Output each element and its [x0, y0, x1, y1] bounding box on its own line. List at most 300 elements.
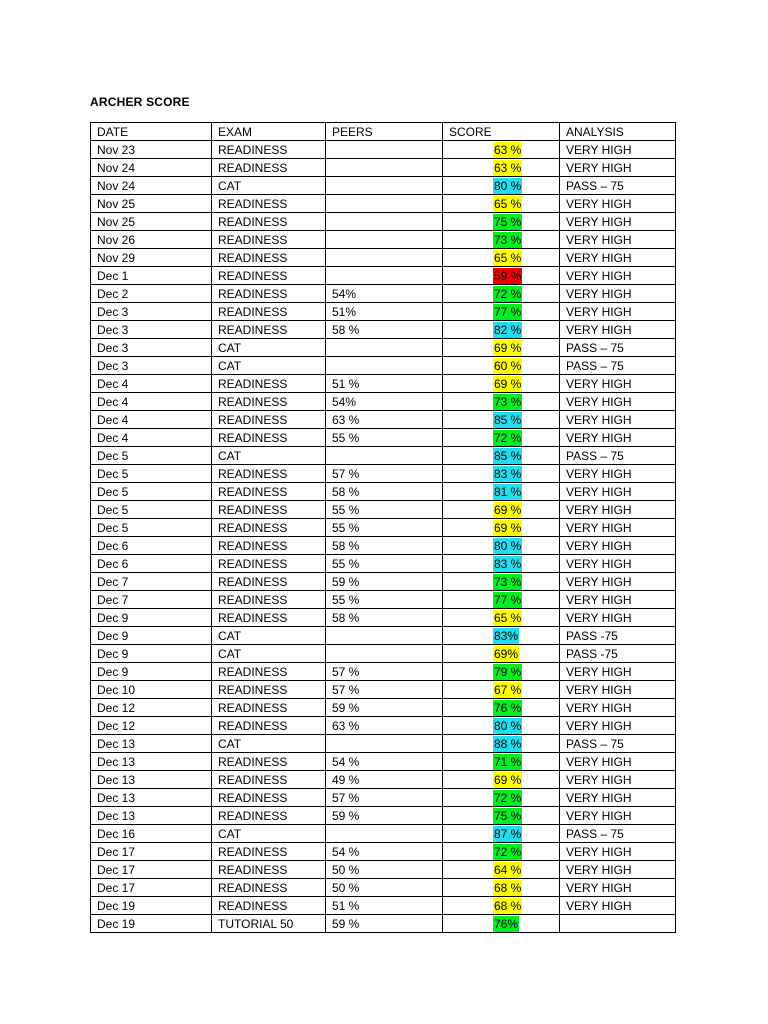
- exam-cell: READINESS: [212, 483, 326, 501]
- score-highlight: 73 %: [494, 394, 522, 409]
- peers-cell: 57 %: [326, 681, 443, 699]
- page-title: ARCHER SCORE: [90, 95, 190, 109]
- exam-cell: READINESS: [212, 843, 326, 861]
- table-row: [91, 861, 676, 879]
- score-cell: [443, 231, 560, 249]
- table-row: [91, 429, 676, 447]
- exam-cell: CAT: [212, 735, 326, 753]
- score-highlight: 82 %: [494, 322, 522, 337]
- peers-cell: 50 %: [326, 861, 443, 879]
- score-highlight: 60 %: [494, 358, 522, 373]
- header-row: [91, 123, 676, 141]
- peers-cell: 58 %: [326, 537, 443, 555]
- table-row: [91, 519, 676, 537]
- score-cell: [443, 771, 560, 789]
- date-cell: Dec 17: [91, 843, 212, 861]
- table-row: [91, 735, 676, 753]
- exam-cell: READINESS: [212, 699, 326, 717]
- peers-cell: 51%: [326, 303, 443, 321]
- peers-cell: [326, 195, 443, 213]
- score-highlight: 68 %: [494, 898, 522, 913]
- score-cell: [443, 177, 560, 195]
- exam-cell: READINESS: [212, 555, 326, 573]
- score-cell: [443, 717, 560, 735]
- exam-cell: READINESS: [212, 303, 326, 321]
- analysis-cell: VERY HIGH: [560, 267, 676, 285]
- date-cell: Nov 25: [91, 213, 212, 231]
- header-analysis: ANALYSIS: [560, 123, 676, 141]
- analysis-cell: VERY HIGH: [560, 375, 676, 393]
- exam-cell: CAT: [212, 357, 326, 375]
- score-cell: [443, 753, 560, 771]
- score-cell: [443, 321, 560, 339]
- peers-cell: 58 %: [326, 609, 443, 627]
- date-cell: Nov 24: [91, 159, 212, 177]
- table-row: [91, 339, 676, 357]
- header-date: DATE: [91, 123, 212, 141]
- analysis-cell: VERY HIGH: [560, 897, 676, 915]
- score-highlight: 73 %: [494, 574, 522, 589]
- exam-cell: CAT: [212, 825, 326, 843]
- exam-cell: READINESS: [212, 771, 326, 789]
- analysis-cell: VERY HIGH: [560, 573, 676, 591]
- table-row: [91, 663, 676, 681]
- score-highlight: 75 %: [494, 214, 522, 229]
- peers-cell: 54 %: [326, 843, 443, 861]
- date-cell: Dec 16: [91, 825, 212, 843]
- exam-cell: READINESS: [212, 573, 326, 591]
- analysis-cell: VERY HIGH: [560, 609, 676, 627]
- table-row: [91, 267, 676, 285]
- table-row: [91, 411, 676, 429]
- exam-cell: CAT: [212, 645, 326, 663]
- score-highlight: 85 %: [494, 448, 522, 463]
- table-row: [91, 195, 676, 213]
- exam-cell: READINESS: [212, 897, 326, 915]
- exam-cell: READINESS: [212, 789, 326, 807]
- date-cell: Dec 13: [91, 771, 212, 789]
- score-cell: [443, 411, 560, 429]
- peers-cell: 59 %: [326, 807, 443, 825]
- exam-cell: READINESS: [212, 753, 326, 771]
- analysis-cell: VERY HIGH: [560, 537, 676, 555]
- score-highlight: 81 %: [494, 484, 522, 499]
- date-cell: Dec 13: [91, 789, 212, 807]
- score-cell: [443, 519, 560, 537]
- table-row: [91, 681, 676, 699]
- analysis-cell: VERY HIGH: [560, 483, 676, 501]
- date-cell: Dec 17: [91, 879, 212, 897]
- score-highlight: 69 %: [494, 376, 522, 391]
- analysis-cell: VERY HIGH: [560, 663, 676, 681]
- analysis-cell: VERY HIGH: [560, 285, 676, 303]
- exam-cell: READINESS: [212, 321, 326, 339]
- score-highlight: 63 %: [494, 142, 522, 157]
- analysis-cell: VERY HIGH: [560, 411, 676, 429]
- score-highlight: 79 %: [494, 664, 522, 679]
- analysis-cell: VERY HIGH: [560, 807, 676, 825]
- peers-cell: [326, 447, 443, 465]
- table-row: [91, 465, 676, 483]
- exam-cell: READINESS: [212, 393, 326, 411]
- table-row: [91, 573, 676, 591]
- table-row: [91, 753, 676, 771]
- table-row: [91, 627, 676, 645]
- score-cell: [443, 465, 560, 483]
- date-cell: Dec 9: [91, 645, 212, 663]
- peers-cell: 59 %: [326, 915, 443, 933]
- score-cell: [443, 897, 560, 915]
- exam-cell: READINESS: [212, 519, 326, 537]
- table-row: [91, 501, 676, 519]
- header-peers: PEERS: [326, 123, 443, 141]
- table-row: [91, 141, 676, 159]
- score-cell: [443, 537, 560, 555]
- exam-cell: CAT: [212, 177, 326, 195]
- analysis-cell: PASS – 75: [560, 177, 676, 195]
- analysis-cell: VERY HIGH: [560, 753, 676, 771]
- peers-cell: [326, 177, 443, 195]
- score-highlight: 65 %: [494, 196, 522, 211]
- score-highlight: 76 %: [494, 700, 522, 715]
- score-cell: [443, 573, 560, 591]
- analysis-cell: VERY HIGH: [560, 843, 676, 861]
- peers-cell: 57 %: [326, 789, 443, 807]
- score-highlight: 73 %: [494, 232, 522, 247]
- exam-cell: READINESS: [212, 591, 326, 609]
- score-highlight: 80 %: [494, 178, 522, 193]
- table-row: [91, 717, 676, 735]
- score-highlight: 80 %: [494, 718, 522, 733]
- analysis-cell: PASS – 75: [560, 735, 676, 753]
- analysis-cell: VERY HIGH: [560, 861, 676, 879]
- peers-cell: 55 %: [326, 519, 443, 537]
- analysis-cell: VERY HIGH: [560, 879, 676, 897]
- score-cell: [443, 861, 560, 879]
- exam-cell: READINESS: [212, 213, 326, 231]
- score-cell: [443, 267, 560, 285]
- score-cell: [443, 213, 560, 231]
- table-row: [91, 555, 676, 573]
- date-cell: Dec 19: [91, 897, 212, 915]
- exam-cell: READINESS: [212, 267, 326, 285]
- score-cell: [443, 699, 560, 717]
- score-highlight: 80 %: [494, 538, 522, 553]
- peers-cell: [326, 645, 443, 663]
- score-highlight: 75 %: [494, 808, 522, 823]
- date-cell: Dec 5: [91, 483, 212, 501]
- peers-cell: 63 %: [326, 717, 443, 735]
- analysis-cell: PASS – 75: [560, 447, 676, 465]
- table-row: [91, 375, 676, 393]
- score-cell: [443, 825, 560, 843]
- table-row: [91, 303, 676, 321]
- peers-cell: 59 %: [326, 699, 443, 717]
- score-highlight: 67 %: [494, 682, 522, 697]
- table-row: [91, 699, 676, 717]
- analysis-cell: PASS -75: [560, 627, 676, 645]
- score-highlight: 59 %: [494, 268, 522, 283]
- peers-cell: 55 %: [326, 429, 443, 447]
- exam-cell: READINESS: [212, 465, 326, 483]
- table-row: [91, 825, 676, 843]
- date-cell: Dec 7: [91, 591, 212, 609]
- date-cell: Nov 24: [91, 177, 212, 195]
- score-highlight: 77 %: [494, 592, 522, 607]
- exam-cell: READINESS: [212, 681, 326, 699]
- score-highlight: 64 %: [494, 862, 522, 877]
- score-highlight: 72 %: [494, 286, 522, 301]
- score-cell: [443, 483, 560, 501]
- archer-score-table: [90, 122, 676, 933]
- date-cell: Nov 25: [91, 195, 212, 213]
- peers-cell: 51 %: [326, 897, 443, 915]
- date-cell: Dec 13: [91, 735, 212, 753]
- date-cell: Dec 9: [91, 663, 212, 681]
- peers-cell: 57 %: [326, 663, 443, 681]
- analysis-cell: VERY HIGH: [560, 789, 676, 807]
- analysis-cell: VERY HIGH: [560, 717, 676, 735]
- date-cell: Nov 29: [91, 249, 212, 267]
- table-row: [91, 537, 676, 555]
- score-cell: [443, 789, 560, 807]
- score-highlight: 76%: [494, 916, 519, 931]
- exam-cell: READINESS: [212, 429, 326, 447]
- header-score: SCORE: [443, 123, 560, 141]
- peers-cell: 50 %: [326, 879, 443, 897]
- peers-cell: [326, 231, 443, 249]
- table-row: [91, 393, 676, 411]
- score-cell: [443, 879, 560, 897]
- analysis-cell: VERY HIGH: [560, 249, 676, 267]
- date-cell: Dec 3: [91, 303, 212, 321]
- score-highlight: 65 %: [494, 610, 522, 625]
- exam-cell: READINESS: [212, 249, 326, 267]
- score-cell: [443, 393, 560, 411]
- date-cell: Dec 4: [91, 411, 212, 429]
- peers-cell: [326, 213, 443, 231]
- peers-cell: 49 %: [326, 771, 443, 789]
- peers-cell: 54%: [326, 393, 443, 411]
- table-row: [91, 321, 676, 339]
- score-cell: [443, 645, 560, 663]
- score-highlight: 69 %: [494, 340, 522, 355]
- exam-cell: CAT: [212, 447, 326, 465]
- date-cell: Dec 4: [91, 375, 212, 393]
- analysis-cell: PASS – 75: [560, 825, 676, 843]
- table-row: [91, 447, 676, 465]
- table-row: [91, 249, 676, 267]
- peers-cell: [326, 735, 443, 753]
- peers-cell: 58 %: [326, 321, 443, 339]
- exam-cell: READINESS: [212, 231, 326, 249]
- score-cell: [443, 843, 560, 861]
- peers-cell: 57 %: [326, 465, 443, 483]
- table-row: [91, 231, 676, 249]
- date-cell: Dec 13: [91, 807, 212, 825]
- score-cell: [443, 591, 560, 609]
- exam-cell: READINESS: [212, 717, 326, 735]
- table-row: [91, 879, 676, 897]
- table-row: [91, 645, 676, 663]
- date-cell: Nov 26: [91, 231, 212, 249]
- score-highlight: 72 %: [494, 430, 522, 445]
- date-cell: Dec 12: [91, 717, 212, 735]
- table-row: [91, 915, 676, 933]
- exam-cell: READINESS: [212, 285, 326, 303]
- exam-cell: READINESS: [212, 879, 326, 897]
- score-cell: [443, 501, 560, 519]
- score-highlight: 72 %: [494, 844, 522, 859]
- table-row: [91, 177, 676, 195]
- exam-cell: TUTORIAL 50: [212, 915, 326, 933]
- analysis-cell: VERY HIGH: [560, 231, 676, 249]
- score-highlight: 69 %: [494, 772, 522, 787]
- table-row: [91, 897, 676, 915]
- date-cell: Dec 17: [91, 861, 212, 879]
- date-cell: Dec 4: [91, 393, 212, 411]
- table-row: [91, 483, 676, 501]
- analysis-cell: VERY HIGH: [560, 501, 676, 519]
- analysis-cell: VERY HIGH: [560, 681, 676, 699]
- peers-cell: [326, 267, 443, 285]
- table-row: [91, 285, 676, 303]
- exam-cell: READINESS: [212, 609, 326, 627]
- score-cell: [443, 375, 560, 393]
- score-cell: [443, 249, 560, 267]
- analysis-cell: VERY HIGH: [560, 393, 676, 411]
- exam-cell: READINESS: [212, 375, 326, 393]
- score-cell: [443, 429, 560, 447]
- peers-cell: 63 %: [326, 411, 443, 429]
- peers-cell: [326, 249, 443, 267]
- analysis-cell: VERY HIGH: [560, 465, 676, 483]
- date-cell: Dec 12: [91, 699, 212, 717]
- table-row: [91, 789, 676, 807]
- date-cell: Dec 5: [91, 519, 212, 537]
- peers-cell: [326, 825, 443, 843]
- peers-cell: 55 %: [326, 501, 443, 519]
- table-row: [91, 807, 676, 825]
- score-cell: [443, 609, 560, 627]
- date-cell: Dec 3: [91, 321, 212, 339]
- score-cell: [443, 285, 560, 303]
- score-cell: [443, 447, 560, 465]
- header-exam: EXAM: [212, 123, 326, 141]
- exam-cell: READINESS: [212, 195, 326, 213]
- date-cell: Dec 1: [91, 267, 212, 285]
- score-highlight: 69 %: [494, 502, 522, 517]
- analysis-cell: VERY HIGH: [560, 321, 676, 339]
- score-cell: [443, 141, 560, 159]
- peers-cell: [326, 159, 443, 177]
- score-highlight: 63 %: [494, 160, 522, 175]
- table-row: [91, 159, 676, 177]
- score-highlight: 83%: [494, 628, 519, 643]
- analysis-cell: VERY HIGH: [560, 213, 676, 231]
- peers-cell: 58 %: [326, 483, 443, 501]
- date-cell: Dec 9: [91, 627, 212, 645]
- score-highlight: 85 %: [494, 412, 522, 427]
- peers-cell: 54 %: [326, 753, 443, 771]
- score-highlight: 83 %: [494, 556, 522, 571]
- score-highlight: 69 %: [494, 520, 522, 535]
- score-highlight: 83 %: [494, 466, 522, 481]
- score-highlight: 69%: [494, 646, 519, 661]
- score-highlight: 88 %: [494, 736, 522, 751]
- exam-cell: READINESS: [212, 537, 326, 555]
- score-cell: [443, 663, 560, 681]
- analysis-cell: VERY HIGH: [560, 303, 676, 321]
- date-cell: Dec 3: [91, 357, 212, 375]
- score-highlight: 65 %: [494, 250, 522, 265]
- date-cell: Dec 5: [91, 501, 212, 519]
- score-cell: [443, 555, 560, 573]
- date-cell: Dec 13: [91, 753, 212, 771]
- table-row: [91, 213, 676, 231]
- score-cell: [443, 735, 560, 753]
- analysis-cell: VERY HIGH: [560, 591, 676, 609]
- analysis-cell: VERY HIGH: [560, 159, 676, 177]
- score-cell: [443, 303, 560, 321]
- score-highlight: 71 %: [494, 754, 522, 769]
- date-cell: Dec 4: [91, 429, 212, 447]
- exam-cell: READINESS: [212, 807, 326, 825]
- score-highlight: 77 %: [494, 304, 522, 319]
- peers-cell: [326, 627, 443, 645]
- score-highlight: 87 %: [494, 826, 522, 841]
- peers-cell: 54%: [326, 285, 443, 303]
- exam-cell: READINESS: [212, 663, 326, 681]
- date-cell: Dec 7: [91, 573, 212, 591]
- analysis-cell: VERY HIGH: [560, 141, 676, 159]
- table-row: [91, 609, 676, 627]
- date-cell: Dec 10: [91, 681, 212, 699]
- analysis-cell: [560, 915, 676, 933]
- score-cell: [443, 627, 560, 645]
- table-row: [91, 843, 676, 861]
- analysis-cell: VERY HIGH: [560, 195, 676, 213]
- exam-cell: CAT: [212, 627, 326, 645]
- analysis-cell: PASS -75: [560, 645, 676, 663]
- table-row: [91, 357, 676, 375]
- table-row: [91, 591, 676, 609]
- analysis-cell: VERY HIGH: [560, 555, 676, 573]
- peers-cell: 59 %: [326, 573, 443, 591]
- score-cell: [443, 915, 560, 933]
- peers-cell: 51 %: [326, 375, 443, 393]
- peers-cell: 55 %: [326, 591, 443, 609]
- analysis-cell: VERY HIGH: [560, 519, 676, 537]
- exam-cell: READINESS: [212, 141, 326, 159]
- score-cell: [443, 195, 560, 213]
- score-cell: [443, 681, 560, 699]
- date-cell: Dec 3: [91, 339, 212, 357]
- peers-cell: [326, 339, 443, 357]
- exam-cell: CAT: [212, 339, 326, 357]
- date-cell: Dec 2: [91, 285, 212, 303]
- date-cell: Dec 5: [91, 465, 212, 483]
- score-cell: [443, 807, 560, 825]
- peers-cell: 55 %: [326, 555, 443, 573]
- analysis-cell: VERY HIGH: [560, 429, 676, 447]
- date-cell: Dec 6: [91, 555, 212, 573]
- score-cell: [443, 357, 560, 375]
- score-cell: [443, 339, 560, 357]
- date-cell: Dec 19: [91, 915, 212, 933]
- date-cell: Dec 5: [91, 447, 212, 465]
- exam-cell: READINESS: [212, 159, 326, 177]
